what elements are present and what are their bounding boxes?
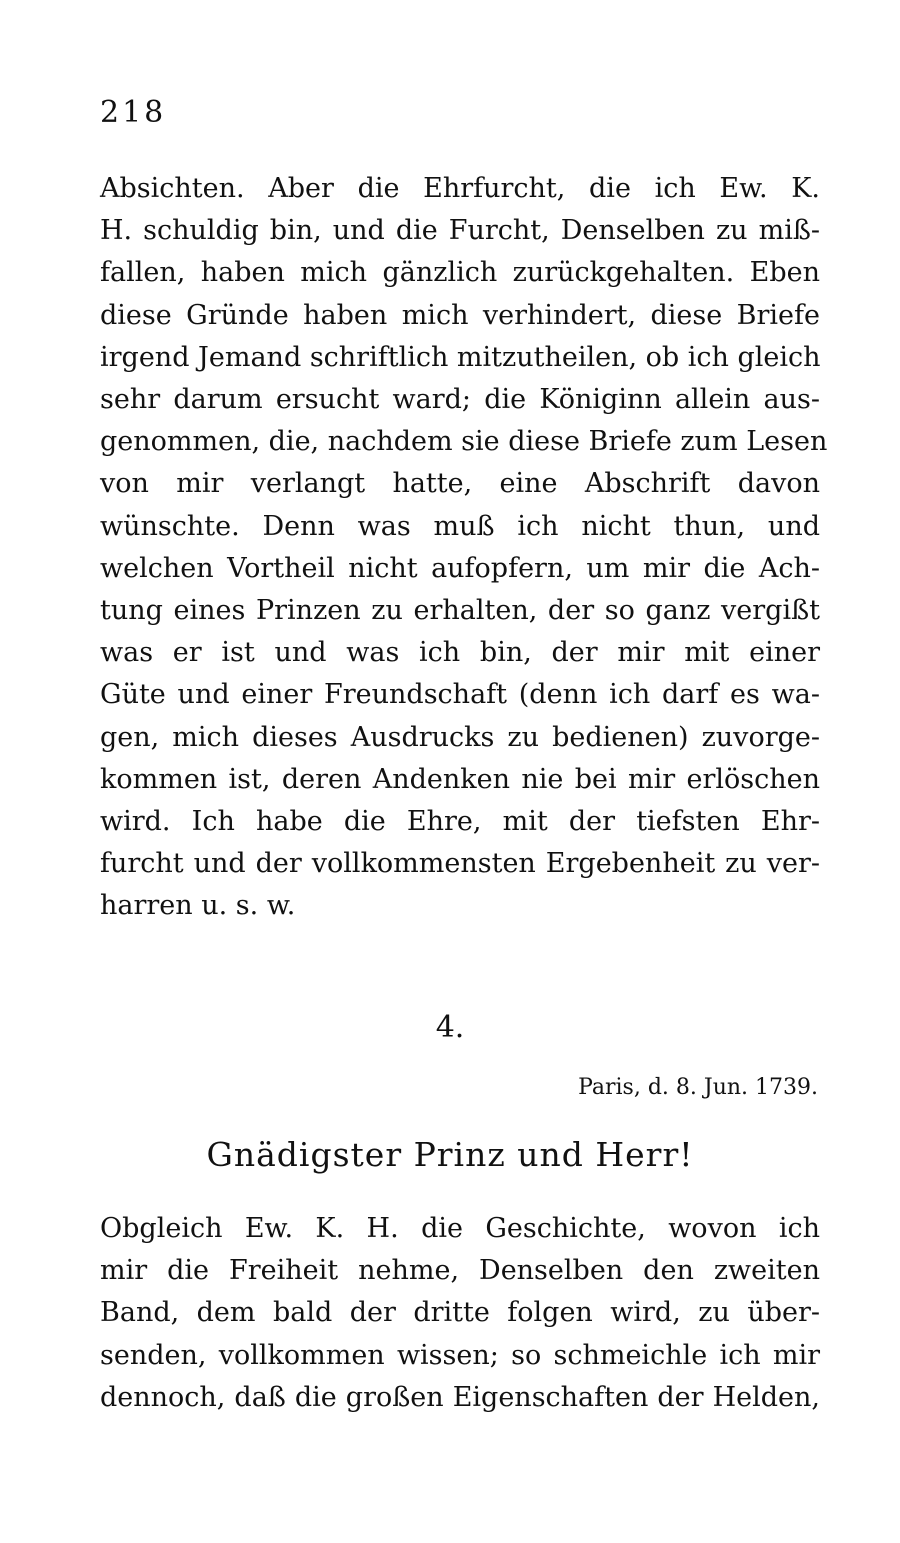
- text-line: H. schuldig bin, und die Furcht, Denselben zu miß-: [100, 215, 820, 247]
- text-line: Absichten. Aber die Ehrfurcht, die ich Ew. K.: [100, 173, 820, 204]
- letter-4-body: [100, 1208, 820, 1419]
- text-line: mir die Freiheit nehme, Denselben den zweiten: [100, 1255, 820, 1287]
- text-line: diese Gründe haben mich verhindert, diese Briefe: [100, 299, 820, 331]
- letter-3-body: [100, 168, 828, 928]
- page-number: 218: [100, 95, 167, 130]
- text-line: welchen Vortheil nicht aufopfern, um mir die Ach-: [100, 552, 820, 584]
- text-line: furcht und der vollkommensten Ergebenheit zu ver-: [100, 848, 820, 880]
- salutation: Gnädigster Prinz und Herr!: [206, 1135, 694, 1174]
- text-line: von mir verlangt hatte, eine Abschrift davon: [100, 468, 820, 500]
- dateline: Paris, d. 8. Jun. 1739.: [578, 1075, 818, 1100]
- text-line: sehr darum ersucht ward; die Königinn allein aus-: [100, 384, 820, 416]
- text-line: Obgleich Ew. K. H. die Geschichte, wovon ich: [100, 1213, 820, 1244]
- text-line: irgend Jemand schriftlich mitzutheilen, ob ich gleich: [100, 341, 821, 373]
- text-line: wird. Ich habe die Ehre, mit der tiefsten Ehr-: [100, 806, 820, 838]
- text-line: tung eines Prinzen zu erhalten, der so ganz vergißt: [100, 595, 820, 627]
- text-line: harren u. s. w.: [100, 890, 296, 922]
- text-line: Güte und einer Freundschaft (denn ich darf es wa-: [100, 679, 820, 711]
- text-line: dennoch, daß die großen Eigenschaften der Helden,: [100, 1381, 820, 1413]
- text-line: gen, mich dieses Ausdrucks zu bedienen) zuvorge-: [100, 721, 820, 753]
- letter-number: 4.: [435, 1010, 465, 1045]
- text-line: genommen, die, nachdem sie diese Briefe zum Lesen: [100, 426, 828, 458]
- text-line: senden, vollkommen wissen; so schmeichle ich mir: [100, 1339, 820, 1371]
- text-line: wünschte. Denn was muß ich nicht thun, und: [100, 510, 820, 542]
- text-line: was er ist und was ich bin, der mir mit einer: [100, 637, 820, 669]
- text-line: fallen, haben mich gänzlich zurückgehalten. Eben: [100, 257, 820, 289]
- text-line: Band, dem bald der dritte folgen wird, zu über-: [100, 1297, 820, 1329]
- text-line: kommen ist, deren Andenken nie bei mir erlöschen: [100, 763, 820, 795]
